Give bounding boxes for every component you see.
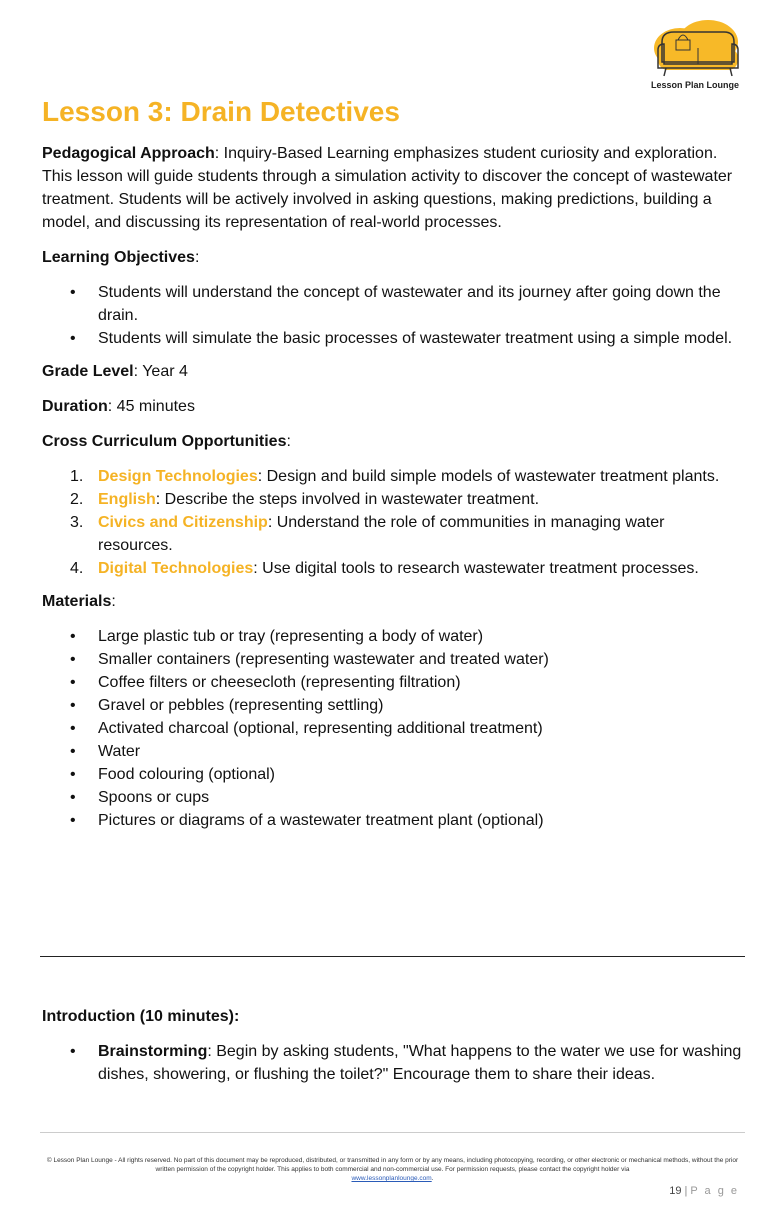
list-item — [70, 557, 742, 580]
logo-text: Lesson Plan Lounge — [650, 80, 739, 90]
subject-text: : Understand the role of communities in managing water resources. — [98, 514, 665, 554]
list-item: • Smaller containers (representing wastewater and treated water) — [98, 648, 742, 671]
item-number: 4. — [70, 560, 84, 577]
cross-curriculum-heading: Cross Curriculum Opportunities: — [42, 433, 291, 450]
list-item: • Water — [98, 740, 742, 763]
list-item: • Pictures or diagrams of a wastewater treatment plant (optional) — [98, 809, 742, 832]
subject-name: English — [98, 491, 156, 508]
page-number: 19 | P a g e — [669, 1185, 739, 1197]
list-item: • Students will simulate the basic processes of wastewater treatment using a simple model. — [98, 327, 742, 350]
copyright-text: © Lesson Plan Lounge - All rights reserved. No part of this document may be reproduced, distributed, or transmitted in any form or by any means, including photocopying, recording, or other electronic or mechanical methods, without the prior written permission of the copyright holder. This applies to both commercial and non-commercial use. For permission requests, please contact the copyright holder via — [46, 1157, 739, 1173]
list-item — [70, 488, 742, 511]
page-number-value: 19 — [669, 1185, 682, 1197]
introduction-list — [42, 1040, 742, 1086]
item-number: 1. — [70, 468, 84, 485]
intro-item-text: : Begin by asking students, "What happens to the water we use for washing dishes, showering, or flushing the toilet?" Encourage them to share their ideas. — [98, 1043, 742, 1083]
duration — [42, 395, 742, 418]
materials-label: Materials — [42, 593, 112, 610]
lesson-content — [42, 96, 742, 842]
list-item: • Activated charcoal (optional, representing additional treatment) — [98, 717, 742, 740]
pedagogy-text: : Inquiry-Based Learning emphasizes student curiosity and exploration. This lesson will guide students through a simulation activity to discover the concept of wastewater treatment. Students will be actively involved in asking questions, making predictions, building a model, and discussing its representation of real-world processes. — [42, 145, 733, 231]
subject-text: : Use digital tools to research wastewater treatment processes. — [253, 560, 699, 577]
pedagogy-paragraph — [42, 142, 742, 234]
grade-level — [42, 360, 742, 383]
list-item — [70, 511, 742, 557]
list-item: • Students will understand the concept of wastewater and its journey after going down the drain. — [98, 281, 742, 327]
subject-text: : Describe the steps involved in wastewater treatment. — [155, 491, 540, 508]
duration-label: Duration — [42, 398, 108, 415]
cross-label: Cross Curriculum Opportunities — [42, 433, 287, 450]
materials-heading: Materials: — [42, 593, 116, 610]
list-item: • Gravel or pebbles (representing settling) — [98, 694, 742, 717]
website-link[interactable]: www.lessonplanlounge.com — [351, 1175, 432, 1182]
objectives-heading: Learning Objectives: — [42, 249, 200, 266]
intro-item-label: Brainstorming — [98, 1043, 208, 1060]
list-item: • Large plastic tub or tray (representing a body of water) — [98, 625, 742, 648]
list-item — [70, 465, 742, 488]
item-number: 2. — [70, 491, 84, 508]
objectives-label: Learning Objectives — [42, 249, 195, 266]
subject-name: Civics and Citizenship — [98, 514, 268, 531]
pedagogy-label: Pedagogical Approach — [42, 145, 215, 162]
subject-name: Digital Technologies — [98, 560, 254, 577]
section-divider — [40, 956, 745, 957]
grade-value: : Year 4 — [133, 363, 188, 380]
cross-curriculum-list — [42, 465, 742, 580]
introduction-section — [42, 1005, 742, 1096]
footer-divider — [40, 1132, 745, 1133]
introduction-heading: Introduction (10 minutes): — [42, 1008, 240, 1025]
list-item — [98, 1040, 742, 1086]
list-item: • Spoons or cups — [98, 786, 742, 809]
subject-name: Design Technologies — [98, 468, 258, 485]
lesson-title: Lesson 3: Drain Detectives — [42, 96, 400, 127]
link-suffix: . — [431, 1175, 434, 1182]
materials-list — [42, 625, 742, 832]
list-item: • Food colouring (optional) — [98, 763, 742, 786]
objectives-list — [42, 281, 742, 350]
duration-value: : 45 minutes — [107, 398, 195, 415]
grade-label: Grade Level — [42, 363, 134, 380]
subject-text: : Design and build simple models of wastewater treatment plants. — [257, 468, 720, 485]
footer-copyright — [45, 1156, 740, 1183]
page-label: P a g e — [690, 1185, 739, 1197]
item-number: 3. — [70, 514, 84, 531]
list-item: • Coffee filters or cheesecloth (representing filtration) — [98, 671, 742, 694]
